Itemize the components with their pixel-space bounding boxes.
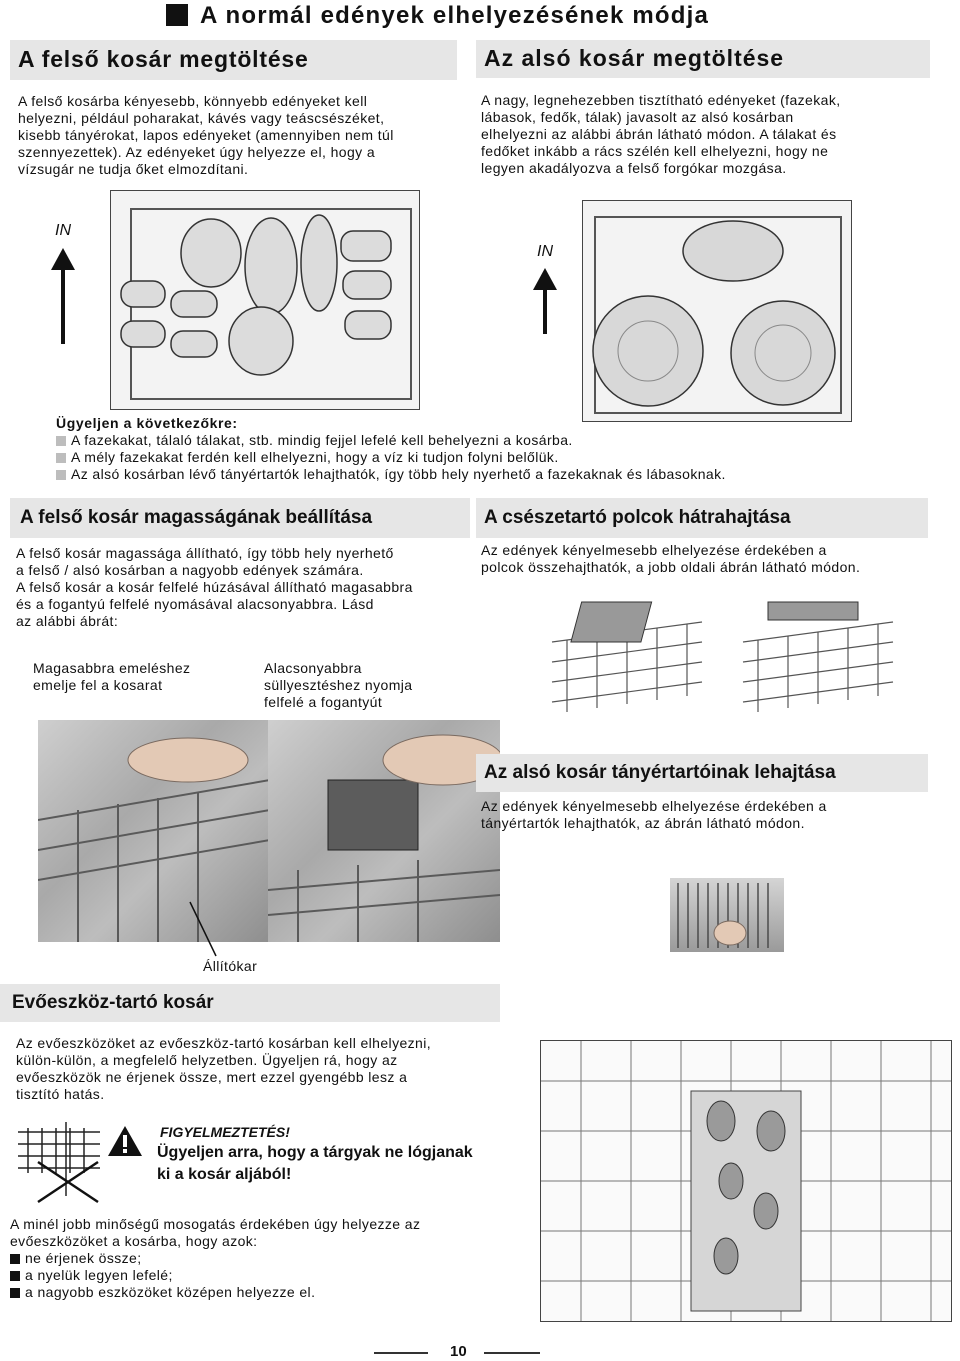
lower-basket-drawing xyxy=(583,201,852,422)
attention-list xyxy=(56,432,936,483)
bullet-icon xyxy=(56,436,66,446)
raise-basket-photo xyxy=(38,720,270,942)
cutlery-text xyxy=(16,1035,516,1103)
bullet-icon xyxy=(10,1288,20,1298)
attention-title: Ügyeljen a következőkre: xyxy=(56,415,238,431)
header-square-icon xyxy=(166,4,188,26)
caption-line: Magasabbra emeléshez xyxy=(33,660,191,676)
text-line: legyen akadályozva a felső forgókar mozgása. xyxy=(481,160,787,176)
cup-shelf-text xyxy=(481,542,951,576)
raise-caption xyxy=(33,660,190,694)
bullet-icon xyxy=(56,453,66,463)
list-item xyxy=(56,432,936,449)
list-item xyxy=(10,1284,510,1301)
cup-shelf-heading xyxy=(476,498,928,538)
list-item-text: A mély fazekakat ferdén kell elhelyezni, hogy a víz ki tudjon folyni belőlük. xyxy=(71,449,559,465)
text-line: A felső kosár magassága állítható, így több hely nyerhető xyxy=(16,545,394,561)
footer-rule-left xyxy=(374,1352,428,1354)
plate-racks-text xyxy=(481,798,941,832)
in-label-upper: IN xyxy=(55,222,71,239)
text-line: A felső kosárba kényesebb, könnyebb edényeket kell xyxy=(18,93,368,109)
bullet-icon xyxy=(10,1271,20,1281)
bullet-icon xyxy=(56,470,66,480)
height-adjust-heading xyxy=(10,498,470,538)
caption-line: felfelé a fogantyút xyxy=(264,694,383,710)
text-line: kisebb tányérokat, lapos edényeket (amennyiben nem túl xyxy=(18,127,394,143)
lower-caption xyxy=(264,660,412,711)
list-item-text: ne érjenek össze; xyxy=(25,1250,142,1266)
upper-basket-heading-text: A felső kosár megtöltése xyxy=(18,46,309,72)
up-arrow-icon xyxy=(48,246,78,346)
page-number: 10 xyxy=(450,1343,467,1360)
list-item xyxy=(56,466,936,483)
cutlery-heading-text: Evőeszköz-tartó kosár xyxy=(12,992,214,1013)
adjuster-label: Állítókar xyxy=(203,958,258,974)
list-item-text: Az alsó kosárban lévő tányértartók lehajthatók, így több hely nyerhető a fazekaknak és lábasoknak. xyxy=(71,466,726,482)
warning-text xyxy=(157,1142,473,1186)
cutlery-tips xyxy=(10,1216,510,1301)
in-label-lower: IN xyxy=(537,243,553,260)
text-line: tányértartók lehajthatók, az ábrán látható módon. xyxy=(481,815,805,831)
list-item-text: A fazekakat, tálaló tálakat, stb. mindig fejjel lefelé kell behelyezni a kosárba. xyxy=(71,432,573,448)
list-item xyxy=(10,1267,510,1284)
caption-line: Alacsonyabbra xyxy=(264,660,362,676)
footer-rule-right xyxy=(484,1352,540,1354)
text-line: Az evőeszközöket az evőeszköz-tartó kosárban kell elhelyezni, xyxy=(16,1035,432,1051)
cutlery-basket-drawing xyxy=(541,1041,952,1322)
pointer-line xyxy=(180,900,230,960)
cup-shelf-illustration-right xyxy=(738,582,898,722)
bullet-icon xyxy=(10,1254,20,1264)
text-line: Az edények kényelmesebb elhelyezése érdekében a xyxy=(481,798,827,814)
cup-shelf-drawing xyxy=(738,582,898,722)
list-item-text: a nagyobb eszközöket középen helyezze el. xyxy=(25,1284,316,1300)
text-line: szennyezettek). Az edényeket úgy helyezze el, hogy a xyxy=(18,144,376,160)
cutlery-basket-illustration xyxy=(540,1040,952,1322)
text-line: tisztító hatás. xyxy=(16,1086,105,1102)
text-line: elhelyezni az alábbi ábrán látható módon. A tálakat és xyxy=(481,126,837,142)
up-arrow-icon xyxy=(530,266,560,336)
cup-shelf-drawing xyxy=(547,582,707,722)
lower-basket-text xyxy=(481,92,941,177)
plate-racks-photo xyxy=(670,878,784,952)
lower-basket-heading xyxy=(476,40,930,78)
text-line: A felső kosár a kosár felfelé húzásával állítható magasabbra xyxy=(16,579,413,595)
warning-icon xyxy=(106,1124,144,1158)
lower-basket-photo xyxy=(268,720,500,942)
warning-title: FIGYELMEZTETÉS! xyxy=(160,1124,290,1140)
text-line: fedőket inkább a rács szélén kell elhelyezni, hogy ne xyxy=(481,143,829,159)
text-line: polcok összehajthatók, a jobb oldali ábrán látható módon. xyxy=(481,559,861,575)
text-line: evőeszközök ne érjenek össze, mert ezzel gyengébb lesz a xyxy=(16,1069,408,1085)
text-line: a felső / alsó kosárban a nagyobb edények számára. xyxy=(16,562,364,578)
cup-shelf-illustration-left xyxy=(547,582,707,722)
lower-basket-heading-text: Az alsó kosár megtöltése xyxy=(484,45,785,71)
warning-line: ki a kosár aljából! xyxy=(157,1166,292,1183)
cup-shelf-heading-text: A csészetartó polcok hátrahajtása xyxy=(484,507,791,528)
list-item-text: a nyelük legyen lefelé; xyxy=(25,1267,173,1283)
warning-line: Ügyeljen arra, hogy a tárgyak ne lógjanak xyxy=(157,1144,473,1161)
upper-basket-illustration xyxy=(110,190,420,410)
page-title: A normál edények elhelyezésének módja xyxy=(200,2,710,29)
forbidden-cutlery-icon xyxy=(14,1118,104,1204)
height-adjust-heading-text: A felső kosár magasságának beállítása xyxy=(20,507,373,528)
attention-block xyxy=(56,414,936,483)
upper-basket-drawing xyxy=(111,191,420,410)
text-line: Az edények kényelmesebb elhelyezése érdekében a xyxy=(481,542,827,558)
upper-basket-heading xyxy=(10,40,457,80)
plate-rack-drawing xyxy=(670,878,784,952)
list-item xyxy=(56,449,936,466)
plate-racks-heading-text: Az alsó kosár tányértartóinak lehajtása xyxy=(484,762,836,783)
caption-line: süllyesztéshez nyomja xyxy=(264,677,413,693)
text-line: A minél jobb minőségű mosogatás érdekében úgy helyezze az xyxy=(10,1216,421,1232)
handle-photo-overlay xyxy=(268,720,500,942)
text-line: vízsugár ne tudja őket elmozdítani. xyxy=(18,161,249,177)
basket-wire-overlay xyxy=(38,720,270,942)
list-item xyxy=(10,1250,510,1267)
text-line: az alábbi ábrát: xyxy=(16,613,119,629)
text-line: külön-külön, a megfelelő helyzetben. Ügyeljen rá, hogy az xyxy=(16,1052,398,1068)
text-line: A nagy, legnehezebben tisztítható edényeket (fazekak, xyxy=(481,92,841,108)
text-line: evőeszközöket a kosárba, hogy azok: xyxy=(10,1233,258,1249)
lower-basket-illustration xyxy=(582,200,852,422)
text-line: helyezni, például poharakat, kávés vagy teáscsészéket, xyxy=(18,110,385,126)
height-adjust-text xyxy=(16,545,486,630)
upper-basket-text xyxy=(18,93,458,178)
caption-line: emelje fel a kosarat xyxy=(33,677,163,693)
tips-list xyxy=(10,1250,510,1301)
plate-racks-heading xyxy=(476,754,928,792)
text-line: és a fogantyú felfelé nyomásával alacsonyabbra. Lásd xyxy=(16,596,374,612)
text-line: lábasok, fedők, tálak) javasolt az alsó kosárban xyxy=(481,109,794,125)
cutlery-heading xyxy=(0,984,500,1022)
